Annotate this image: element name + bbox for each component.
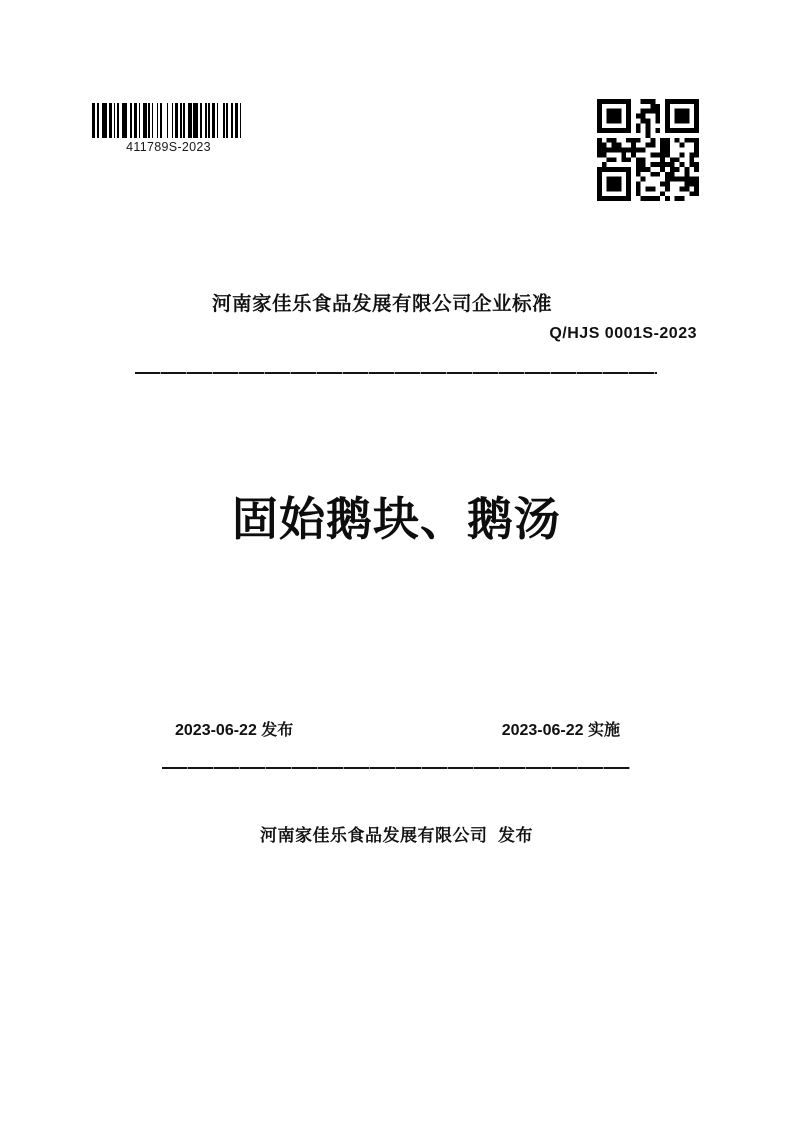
barcode-image [92,103,245,138]
barcode [92,103,245,154]
issue-date: 2023-06-22 发布 [175,722,294,739]
bottom-divider-line [162,767,630,769]
barcode-number: 411789S-2023 [126,140,211,154]
dates-row [175,717,620,740]
top-divider-line [135,372,657,374]
qr-code-image [597,99,699,201]
enterprise-standard-heading: 河南家佳乐食品发展有限公司企业标准 [211,293,552,315]
document-title: 固始鹅块、鹅汤 [232,493,561,545]
standard-number: Q/HJS 0001S-2023 [549,325,697,342]
publisher-line: 河南家佳乐食品发展有限公司 发布 [260,826,533,845]
implementation-date: 2023-06-22 实施 [501,722,620,739]
